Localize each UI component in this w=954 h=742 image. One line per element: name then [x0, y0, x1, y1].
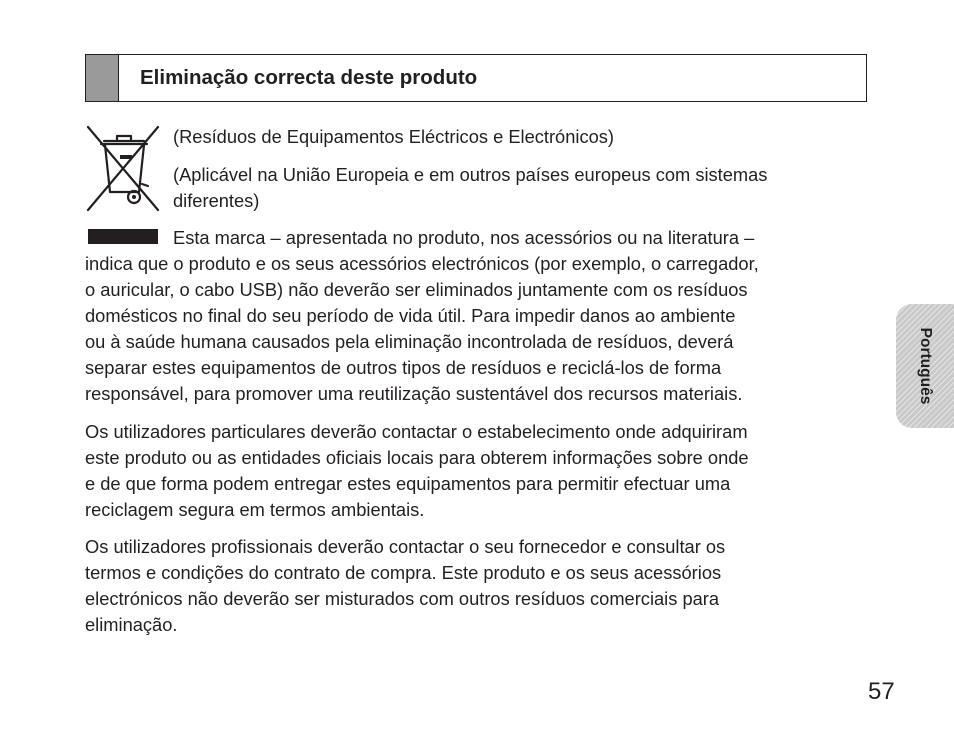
body-line: Esta marca – apresentada no produto, nos acessórios ou na literatura –	[173, 227, 755, 248]
applicability-line-2: diferentes)	[173, 190, 260, 211]
crossed-out-wheelie-bin-icon	[84, 124, 162, 214]
body-line: e de que forma podem entregar estes equipamentos para permitir efectuar uma	[85, 473, 731, 494]
language-side-tab	[896, 304, 954, 428]
body-line: responsável, para promover uma reutilização sustentável dos recursos materiais.	[85, 383, 743, 404]
page-number: 57	[868, 678, 895, 705]
weee-heading-line: (Resíduos de Equipamentos Eléctricos e Electrónicos)	[173, 126, 614, 147]
header-tab-marker	[86, 55, 119, 101]
body-line: Os utilizadores particulares deverão contactar o estabelecimento onde adquiriram	[85, 421, 748, 442]
weee-black-bar	[88, 229, 158, 244]
body-line: eliminação.	[85, 614, 178, 635]
body-line: este produto ou as entidades oficiais locais para obterem informações sobre onde	[85, 447, 749, 468]
body-line: domésticos no final do seu período de vida útil. Para impedir danos ao ambiente	[85, 305, 736, 326]
section-title: Eliminação correcta deste produto	[140, 66, 478, 89]
body-line: termos e condições do contrato de compra. Este produto e os seus acessórios	[85, 562, 722, 583]
language-label: Português	[917, 327, 934, 405]
body-line: Os utilizadores profissionais deverão contactar o seu fornecedor e consultar os	[85, 536, 726, 557]
body-line: electrónicos não deverão ser misturados com outros resíduos comerciais para	[85, 588, 720, 609]
body-line: reciclagem segura em termos ambientais.	[85, 499, 425, 520]
body-line: indica que o produto e os seus acessórios electrónicos (por exemplo, o carregador,	[85, 253, 759, 274]
applicability-line-1: (Aplicável na União Europeia e em outros países europeus com sistemas	[173, 164, 768, 185]
body-line: ou à saúde humana causados pela eliminação incontrolada de resíduos, deverá	[85, 331, 734, 352]
body-line: o auricular, o cabo USB) não deverão ser eliminados juntamente com os resíduos	[85, 279, 748, 300]
section-header	[85, 54, 867, 102]
body-line: separar estes equipamentos de outros tipos de resíduos e reciclá-los de forma	[85, 357, 722, 378]
